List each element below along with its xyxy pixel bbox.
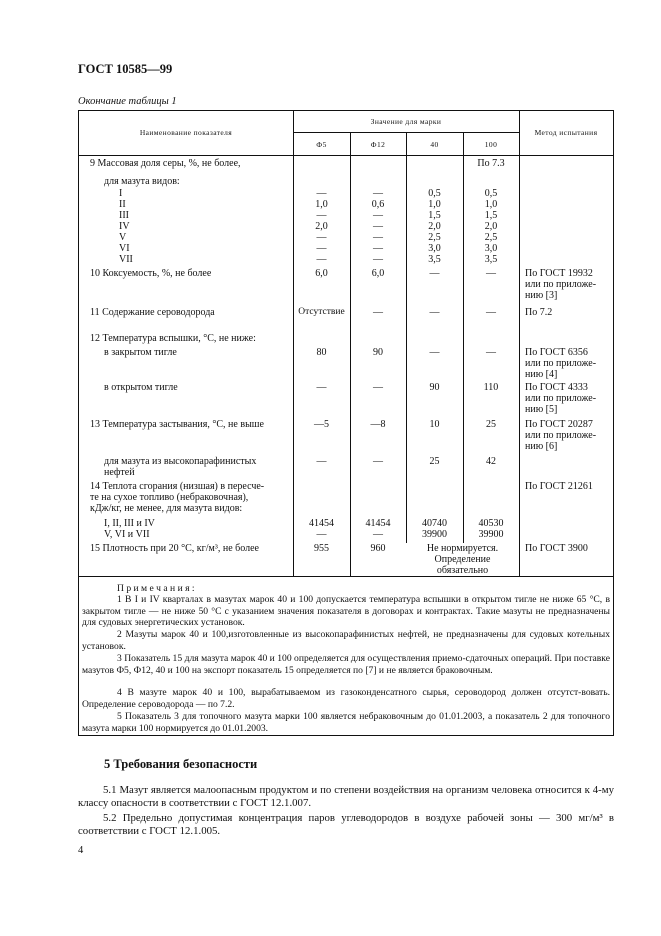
value-cell: 955 bbox=[314, 543, 329, 554]
value-cell: 25 bbox=[429, 456, 440, 467]
value-cell: — bbox=[316, 243, 327, 254]
value-cell: — bbox=[316, 232, 327, 243]
value-cell: — bbox=[429, 307, 440, 318]
method-ref: По ГОСТ 21261 bbox=[525, 481, 593, 492]
value-cell: 40530 bbox=[478, 518, 504, 529]
table-caption: Окончание таблицы 1 bbox=[78, 96, 177, 107]
value-cell-merged: Не нормируется. Определение обязательно bbox=[406, 543, 519, 576]
note: 1 В I и IV кварталах в мазутах марок 40 и 100 допускается температура вспышки в открытом тигле не ниже 65 °С, в закрытом тигле — не ниже 50 °С с указанием значения показателя в договорах и контрактах. Такие мазуты не предназначены для судовых энергетических установок. bbox=[82, 594, 610, 628]
value-cell: 960 bbox=[370, 543, 386, 554]
row-label: нефтей bbox=[104, 467, 135, 478]
notes-heading: П р и м е ч а н и я : bbox=[117, 583, 195, 594]
header-divider bbox=[293, 132, 519, 133]
value-cell: — bbox=[486, 347, 496, 358]
note: 4 В мазуте марок 40 и 100, вырабатываемом из газоконденсатного сырья, сероводород должен отсутст-вовать. Определение сероводорода — по 7.2. bbox=[82, 687, 610, 710]
value-cell: 2,5 bbox=[484, 232, 498, 243]
value-cell: —8 bbox=[370, 419, 386, 430]
value-cell: 2,0 bbox=[428, 221, 441, 232]
row-label: 14 Теплота сгорания (низшая) в пересче- те на сухое топливо (небраковочная), кДж/кг, не менее, для мазута видов: bbox=[90, 481, 265, 514]
row-label: для мазута из высокопарафинистых bbox=[104, 456, 257, 467]
header-grade-f5: Ф5 bbox=[316, 140, 327, 149]
value-cell: — bbox=[373, 307, 383, 318]
value-cell: 90 bbox=[373, 347, 383, 358]
value-cell: — bbox=[316, 188, 327, 199]
value-cell: —5 bbox=[314, 419, 329, 430]
method-ref: По ГОСТ 20287 или по приложе- нию [6] bbox=[525, 419, 597, 452]
value-cell: 3,5 bbox=[428, 254, 441, 265]
properties-table bbox=[78, 110, 614, 577]
notes-block bbox=[78, 576, 614, 736]
value-cell: — bbox=[373, 232, 383, 243]
value-cell: — bbox=[373, 254, 383, 265]
row-label: в открытом тигле bbox=[104, 382, 178, 393]
value-cell: — bbox=[486, 268, 496, 279]
method-ref: По 7.3 bbox=[477, 158, 505, 169]
page-number: 4 bbox=[78, 845, 84, 856]
sulfur-kind: III bbox=[119, 210, 129, 221]
row-label: I, II, III и IV bbox=[104, 518, 155, 529]
sulfur-kind: VII bbox=[119, 254, 133, 265]
col-divider bbox=[293, 111, 294, 577]
value-cell: — bbox=[373, 188, 383, 199]
value-cell: 0,6 bbox=[371, 199, 385, 210]
header-divider bbox=[79, 155, 613, 156]
value-cell: 40740 bbox=[422, 518, 447, 529]
value-cell: 41454 bbox=[365, 518, 391, 529]
sulfur-kind: I bbox=[119, 188, 123, 199]
value-cell: — bbox=[373, 456, 383, 467]
value-cell: 2,5 bbox=[428, 232, 441, 243]
value-cell: 10 bbox=[429, 419, 440, 430]
value-cell: — bbox=[486, 307, 496, 318]
header-grade-f12: Ф12 bbox=[370, 140, 386, 149]
row-label: 12 Температура вспышки, °С, не ниже: bbox=[90, 333, 256, 344]
method-ref: По 7.2 bbox=[525, 307, 553, 318]
row-label: 15 Плотность при 20 °С, кг/м³, не более bbox=[90, 543, 259, 554]
value-cell: 2,0 bbox=[484, 221, 498, 232]
note: 3 Показатель 15 для мазута марок 40 и 100 определяется для осуществления приемо-сдаточных операций. При поставке мазутов Ф5, Ф12, 40 и 100 на экспорт показатель 15 определяется по [7] и не является браковочным. bbox=[82, 653, 610, 676]
value-cell: 3,0 bbox=[484, 243, 498, 254]
value-cell: 1,5 bbox=[484, 210, 498, 221]
method-ref: По ГОСТ 4333 или по приложе- нию [5] bbox=[525, 382, 597, 415]
value-cell: — bbox=[373, 210, 383, 221]
value-cell: 1,5 bbox=[428, 210, 441, 221]
value-cell: 39900 bbox=[422, 529, 447, 540]
value-cell: Отсутствие bbox=[298, 307, 345, 317]
value-cell: — bbox=[316, 529, 327, 540]
sulfur-kind: VI bbox=[119, 243, 130, 254]
row-label: 11 Содержание сероводорода bbox=[90, 307, 215, 318]
header-indicator: Наименование показателя bbox=[139, 128, 233, 137]
header-grade-40: 40 bbox=[430, 140, 439, 149]
document-title: ГОСТ 10585—99 bbox=[78, 62, 173, 76]
value-cell: 41454 bbox=[309, 518, 334, 529]
row-label: 10 Коксуемость, %, не более bbox=[90, 268, 212, 279]
note: 2 Мазуты марок 40 и 100,изготовленные из высокопарафинистых нефтей, не предназначены для судовых котельных установок. bbox=[82, 629, 610, 652]
value-cell: — bbox=[373, 529, 383, 540]
value-cell: 1,0 bbox=[428, 199, 441, 210]
method-ref: По ГОСТ 3900 bbox=[525, 543, 588, 554]
value-cell: 6,0 bbox=[371, 268, 385, 279]
value-cell: 6,0 bbox=[315, 268, 328, 279]
value-cell: 110 bbox=[483, 382, 499, 393]
value-cell: 39900 bbox=[478, 529, 504, 540]
value-cell: 1,0 bbox=[315, 199, 328, 210]
value-cell: 25 bbox=[486, 419, 496, 430]
paragraph: 5.2 Предельно допустимая концентрация паров углеводородов в воздухе рабочей зоны — 300 мг/м³ в соответствии с ГОСТ 12.1.005. bbox=[78, 812, 614, 837]
value-cell: — bbox=[316, 210, 327, 221]
row-label: 13 Температура застывания, °С, не выше bbox=[90, 419, 264, 430]
value-cell: — bbox=[373, 243, 383, 254]
value-cell: 3,5 bbox=[484, 254, 498, 265]
value-cell: 42 bbox=[486, 456, 496, 467]
value-cell: 90 bbox=[429, 382, 440, 393]
value-cell: — bbox=[429, 268, 440, 279]
method-ref: По ГОСТ 19932 или по приложе- нию [3] bbox=[525, 268, 597, 301]
value-cell: 0,5 bbox=[484, 188, 498, 199]
header-method: Метод испытания bbox=[534, 128, 598, 137]
value-cell: — bbox=[429, 347, 440, 358]
row-label: 9 Массовая доля серы, %, не более, bbox=[90, 158, 241, 169]
paragraph: 5.1 Мазут является малоопасным продуктом и по степени воздействия на организм человека относится к 4-му классу опасности в соответствии с ГОСТ 12.1.007. bbox=[78, 784, 614, 809]
header-values: Значение для марки bbox=[370, 117, 442, 126]
value-cell: — bbox=[316, 254, 327, 265]
value-cell: 80 bbox=[316, 347, 327, 358]
value-cell: — bbox=[316, 456, 327, 467]
value-cell: 0,5 bbox=[428, 188, 441, 199]
method-ref: По ГОСТ 6356 или по приложе- нию [4] bbox=[525, 347, 597, 380]
value-cell: 3,0 bbox=[428, 243, 441, 254]
row-label: в закрытом тигле bbox=[104, 347, 177, 358]
sulfur-kind: II bbox=[119, 199, 126, 210]
value-cell: 1,0 bbox=[484, 199, 498, 210]
row-label: для мазута видов: bbox=[104, 176, 180, 187]
header-grade-100: 100 bbox=[484, 140, 498, 149]
sulfur-kind: V bbox=[119, 232, 127, 243]
col-divider bbox=[519, 111, 520, 577]
note: 5 Показатель 3 для топочного мазута марки 100 является небраковочным до 01.01.2003, а показатель 2 для топочного мазута марки 100 нормируется до 01.01.2003. bbox=[82, 711, 610, 734]
value-cell: — bbox=[373, 382, 383, 393]
sulfur-kind: IV bbox=[119, 221, 130, 232]
value-cell: — bbox=[316, 382, 327, 393]
value-cell: 2,0 bbox=[315, 221, 328, 232]
row-label: V, VI и VII bbox=[104, 529, 150, 540]
section-heading: 5 Требования безопасности bbox=[104, 757, 258, 771]
value-cell: — bbox=[373, 221, 383, 232]
